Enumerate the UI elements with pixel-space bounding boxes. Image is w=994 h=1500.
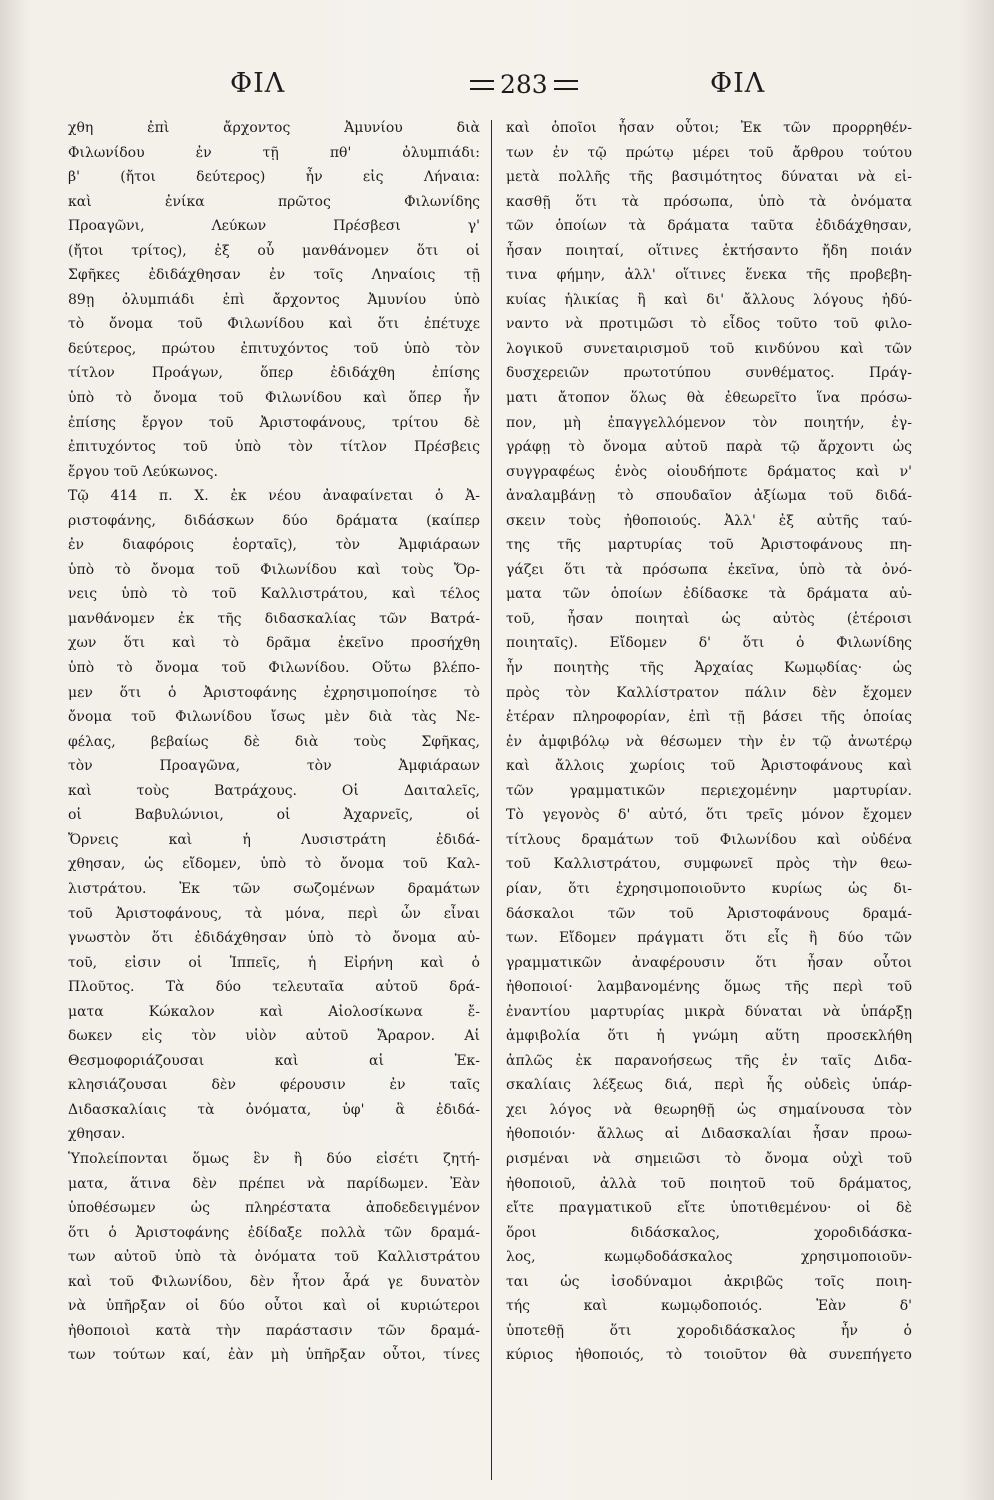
left-column xyxy=(68,116,480,1368)
text-line: συγγραφέως ἑνὸς οἱουδήποτε δράματος καὶ ν' xyxy=(506,463,912,480)
text-line: ὑπὸ τὸ ὄνομα τοῦ Φιλωνίδου. Οὕτω βλέπο- xyxy=(68,660,480,677)
text-line: εἴτε πραγματικοῦ εἴτε ὑποτιθεμένου· οἱ δὲ xyxy=(506,1200,912,1217)
text-line: πρὸς τὸν Καλλίστρατον πάλιν δὲν ἔχομεν xyxy=(506,684,912,701)
text-line: (ἤτοι τρίτος), ἐξ οὗ μανθάνομεν ὅτι οἱ xyxy=(68,242,480,259)
text-line: ὑπὸ τὸ ὄνομα τοῦ Φιλωνίδου καὶ τοὺς Ὄρ- xyxy=(68,561,480,578)
text-line: ναντο νὰ προτιμῶσι τὸ εἶδος τοῦτο τοῦ φιλο- xyxy=(506,316,912,333)
ornament-dash-left xyxy=(470,80,494,90)
text-line: χθη ἐπὶ ἄρχοντος Ἀμυνίου διὰ xyxy=(68,120,480,136)
text-line: Θεσμοφοριάζουσαι καὶ αἱ Ἐκ- xyxy=(68,1052,480,1069)
text-line: γνωστὸν ὅτι ἐδιδάχθησαν ὑπὸ τὸ ὄνομα αὐ- xyxy=(68,930,480,947)
text-line: ἐναντίου μαρτυρίας μικρὰ δύναται νὰ ὑπάρξῃ xyxy=(506,1003,912,1020)
text-line: Σφῆκες ἐδιδάχθησαν ἐν τοῖς Ληναίοις τῇ xyxy=(68,267,480,284)
text-line: ματα τῶν ὁποίων ἐδίδασκε τὰ δράματα αὐ- xyxy=(506,586,912,603)
ornament-dash-right xyxy=(554,80,578,90)
text-line: νεις ὑπὸ τὸ τοῦ Καλλιστράτου, καὶ τέλος xyxy=(68,586,480,603)
text-line: κασθῇ ὅτι τὰ πρόσωπα, ὑπὸ τὰ ὀνόματα xyxy=(506,193,912,210)
text-line: ἦν ποιητὴς τῆς Ἀρχαίας Κωμῳδίας· ὡς xyxy=(506,660,912,677)
text-line: τίτλους δραμάτων τοῦ Φιλωνίδου καὶ οὐδένα xyxy=(506,831,912,848)
text-line: δυσχερειῶν πρωτοτύπου συνθέματος. Πράγ- xyxy=(506,365,912,382)
text-line: μεν ὅτι ὁ Ἀριστοφάνης ἐχρησιμοποίησε τὸ xyxy=(68,684,480,701)
text-line: ται ὡς ἰσοδύναμοι ἀκριβῶς τοῖς ποιη- xyxy=(506,1273,912,1290)
text-line: ρισμέναι νὰ σημειῶσι τὸ ὄνομα οὐχὶ τοῦ xyxy=(506,1150,912,1167)
text-line: ἐν διαφόροις ἑορταῖς), τὸν Ἀμφιάραων xyxy=(68,537,480,554)
text-line: δεύτερος, πρώτου ἐπιτυχόντος τοῦ ὑπὸ τὸν xyxy=(68,340,480,357)
text-line: δάσκαλοι τῶν τοῦ Ἀριστοφάνους δραμά- xyxy=(506,905,912,922)
text-line: ὑποτεθῇ ὅτι χοροδιδάσκαλος ἦν ὁ xyxy=(506,1322,912,1339)
text-line: ματι ἄτοπον ὅλως θὰ ἐθεωρεῖτο ἵνα πρόσω- xyxy=(506,390,912,407)
text-line: χει λόγος νὰ θεωρηθῇ ὡς σημαίνουσα τὸν xyxy=(506,1101,912,1118)
text-line: καὶ τοῦ Φιλωνίδου, δὲν ἦτον ἆρά γε δυνατὸν xyxy=(68,1273,480,1290)
text-line: Προαγῶνι, Λεύκων Πρέσβεσι γ' xyxy=(68,218,480,235)
text-line: β' (ἤτοι δεύτερος) ἦν εἰς Λήναια: xyxy=(68,169,480,186)
text-line: ὄνομα τοῦ Φιλωνίδου ἴσως μὲν διὰ τὰς Νε- xyxy=(68,709,480,726)
text-line: τοῦ, ἦσαν ποιηταὶ ὡς αὐτὸς (ἑτέροισι xyxy=(506,610,912,627)
text-line: τὸν Προαγῶνα, τὸν Ἀμφιάραων xyxy=(68,758,480,775)
text-line: τοῦ, εἰσιν οἱ Ἱππεῖς, ἡ Εἰρήνη καὶ ὁ xyxy=(68,954,480,971)
text-line: τοῦ Καλλιστράτου, συμφωνεῖ πρὸς τὴν θεω- xyxy=(506,856,912,873)
text-line: ποιηταῖς). Εἴδομεν δ' ὅτι ὁ Φιλωνίδης xyxy=(506,635,912,652)
text-line: τῶν γραμματικῶν περιεχομένην μαρτυρίαν. xyxy=(506,782,912,799)
text-line: τίτλον Προάγων, ὅπερ ἐδιδάχθη ἐπίσης xyxy=(68,365,480,382)
text-line: λιστράτου. Ἐκ τῶν σωζομένων δραμάτων xyxy=(68,880,480,897)
text-line: ματα Κώκαλον καὶ Αἰολοσίκωνα ἔ- xyxy=(68,1003,480,1020)
text-line: τινα φήμην, ἀλλ' οἵτινες ἕνεκα τῆς προβεβη- xyxy=(506,267,912,284)
text-line: ἠθοποιοῦ, ἀλλὰ τοῦ ποιητοῦ τοῦ δράματος, xyxy=(506,1175,912,1192)
text-line: ὅτι ὁ Ἀριστοφάνης ἐδίδαξε πολλὰ τῶν δραμά- xyxy=(68,1224,480,1241)
text-line: ἠθοποιόν· ἄλλως αἱ Διδασκαλίαι ἦσαν προω- xyxy=(506,1126,912,1143)
text-line: ἑτέραν πληροφορίαν, ἐπὶ τῇ βάσει τῆς ὁποίας xyxy=(506,709,912,726)
text-line: τοῦ Ἀριστοφάνους, τὰ μόνα, περὶ ὧν εἶναι xyxy=(68,905,480,922)
text-line: ἠθοποιοὶ κατὰ τὴν παράστασιν τῶν δραμά- xyxy=(68,1322,480,1339)
text-line: μετὰ πολλῆς τῆς βασιμότητος δύναται νὰ εἰ- xyxy=(506,169,912,186)
text-line: δωκεν εἰς τὸν υἱὸν αὐτοῦ Ἄραρον. Αἱ xyxy=(68,1028,480,1045)
text-line: τὸ ὄνομα τοῦ Φιλωνίδου καὶ ὅτι ἐπέτυχε xyxy=(68,316,480,333)
text-line: ἔργου τοῦ Λεύκωνος. xyxy=(68,463,218,480)
text-line: κύριος ἠθοποιός, τὸ τοιοῦτον θὰ συνεπήγετο xyxy=(506,1347,912,1364)
text-line: λογικοῦ συνεταιρισμοῦ τοῦ κινδύνου καὶ τῶν xyxy=(506,340,912,357)
text-line: ἐν ἀμφιβόλῳ νὰ θέσωμεν τὴν ἐν τῷ ἀνωτέρῳ xyxy=(506,733,912,750)
text-line: φέλας, βεβαίως δὲ διὰ τοὺς Σφῆκας, xyxy=(68,733,480,750)
text-line: γράφῃ τὸ ὄνομα αὐτοῦ παρὰ τῷ ἄρχοντι ὡς xyxy=(506,439,912,456)
text-line: ρίαν, ὅτι ἐχρησιμοποιοῦντο κυρίως ὡς δι- xyxy=(506,880,912,897)
text-line: των. Εἴδομεν πράγματι ὅτι εἷς ἢ δύο τῶν xyxy=(506,930,912,947)
text-line: ριστοφάνης, διδάσκων δύο δράματα (καίπερ xyxy=(68,512,480,529)
text-line: κλησιάζουσαι δὲν φέρουσιν ἐν ταῖς xyxy=(68,1077,480,1094)
right-column xyxy=(506,116,912,1368)
text-line: καὶ ἄλλοις χωρίοις τοῦ Ἀριστοφάνους καὶ xyxy=(506,758,912,775)
text-line: καὶ ὁποῖοι ἦσαν οὗτοι; Ἐκ τῶν προρρηθέν- xyxy=(506,120,912,136)
text-line: Φιλωνίδου ἐν τῇ πθ' ὀλυμπιάδι: xyxy=(68,144,480,161)
text-line: των αὐτοῦ ὑπὸ τὰ ὀνόματα τοῦ Καλλιστράτου xyxy=(68,1249,480,1266)
text-line: ἀμφιβολία ὅτι ἡ γνώμη αὕτη προσεκλήθη xyxy=(506,1028,912,1045)
text-line: ὅροι διδάσκαλος, χοροδιδάσκα- xyxy=(506,1224,912,1241)
text-line: χων ὅτι καὶ τὸ δρᾶμα ἐκεῖνο προσήχθη xyxy=(68,635,480,652)
text-line: οἱ Βαβυλώνιοι, οἱ Ἀχαρνεῖς, οἱ xyxy=(68,807,480,824)
text-line: ἠθοποιοί· λαμβανομένης ὅμως τῆς περὶ τοῦ xyxy=(506,979,912,996)
text-line: της τῆς μαρτυρίας τοῦ Ἀριστοφάνους πη- xyxy=(506,537,912,554)
text-line: χθησαν, ὡς εἴδομεν, ὑπὸ τὸ ὄνομα τοῦ Καλ- xyxy=(68,856,480,873)
column-divider xyxy=(491,120,492,1480)
text-line: Ὑπολείπονται ὅμως ἓν ἢ δύο εἰσέτι ζητή- xyxy=(68,1150,480,1167)
text-line: σκαλίαις λέξεως διά, περὶ ἧς οὐδεὶς ὑπάρ- xyxy=(506,1077,912,1094)
text-line: τῶν ὁποίων τὰ δράματα ταῦτα ἐδιδάχθησαν, xyxy=(506,218,912,235)
running-header xyxy=(60,68,940,108)
text-line: Πλοῦτος. Τὰ δύο τελευταῖα αὐτοῦ δρά- xyxy=(68,979,480,996)
text-line: γραμματικῶν ἀναφέρουσιν ὅτι ἦσαν οὗτοι xyxy=(506,954,912,971)
text-line: ὑποθέσωμεν ὡς πληρέστατα ἀποδεδειγμένον xyxy=(68,1200,480,1217)
text-line: ματα, ἅτινα δὲν πρέπει νὰ παρίδωμεν. Ἐὰν xyxy=(68,1175,480,1192)
text-line: Τῷ 414 π. Χ. ἐκ νέου ἀναφαίνεται ὁ Ἀ- xyxy=(68,488,480,505)
text-line: ἐπιτυχόντος τοῦ ὑπὸ τὸν τίτλον Πρέσβεις xyxy=(68,439,480,456)
header-right-title: ΦΙΛ xyxy=(710,68,766,99)
text-line: ὑπὸ τὸ ὄνομα τοῦ Φιλωνίδου καὶ ὅπερ ἦν xyxy=(68,390,480,407)
text-line: χθησαν. xyxy=(68,1126,126,1143)
text-line: καὶ τοὺς Βατράχους. Οἱ Δαιταλεῖς, xyxy=(68,782,480,799)
text-line: μανθάνομεν ἐκ τῆς διδασκαλίας τῶν Βατρά- xyxy=(68,610,480,627)
header-left-title: ΦΙΛ xyxy=(230,68,286,99)
text-line: των τούτων καί, ἐὰν μὴ ὑπῆρξαν οὗτοι, τίνες xyxy=(68,1347,480,1364)
page-number-block xyxy=(470,70,578,99)
text-line: ἁπλῶς ἐκ παρανοήσεως τῆς ἐν ταῖς Διδα- xyxy=(506,1052,912,1069)
page-number: 283 xyxy=(500,70,548,99)
text-line: ἀναλαμβάνῃ τὸ σπουδαῖον ἀξίωμα τοῦ διδά- xyxy=(506,488,912,505)
text-line: των ἐν τῷ πρώτῳ μέρει τοῦ ἄρθρου τούτου xyxy=(506,144,912,161)
text-line: κυίας ἡλικίας ἢ καὶ δι' ἄλλους λόγους ἠδύ- xyxy=(506,291,912,308)
text-line: ἦσαν ποιηταί, οἵτινες ἐκτήσαντο ἤδη ποιάν xyxy=(506,242,912,259)
text-line: Διδασκαλίαις τὰ ὀνόματα, ὑφ' ἃ ἐδιδά- xyxy=(68,1101,480,1118)
text-line: γάζει ὅτι τὰ πρόσωπα ἐκεῖνα, ὑπὸ τὰ ὀνό- xyxy=(506,561,912,578)
text-line: Τὸ γεγονὸς δ' αὐτό, ὅτι τρεῖς μόνον ἔχομεν xyxy=(506,807,912,824)
text-line: 89ῃ ὀλυμπιάδι ἐπὶ ἄρχοντος Ἀμυνίου ὑπὸ xyxy=(68,291,480,308)
text-line: νὰ ὑπῆρξαν οἱ δύο οὗτοι καὶ οἱ κυριώτεροι xyxy=(68,1298,480,1315)
text-line: καὶ ἐνίκα πρῶτος Φιλωνίδης xyxy=(68,193,480,210)
text-line: σκειν τοὺς ἠθοποιούς. Ἀλλ' ἐξ αὐτῆς ταύ- xyxy=(506,512,912,529)
text-line: πον, μὴ ἐπαγγελλόμενον τὸν ποιητήν, ἐγ- xyxy=(506,414,912,431)
text-line: λος, κωμῳδοδάσκαλος χρησιμοποιοῦν- xyxy=(506,1249,912,1266)
text-line: ἐπίσης ἔργον τοῦ Ἀριστοφάνους, τρίτου δὲ xyxy=(68,414,480,431)
text-line: Ὄρνεις καὶ ἡ Λυσιστράτη ἐδιδά- xyxy=(68,831,480,848)
text-line: τής καὶ κωμῳδοποιός. Ἐὰν δ' xyxy=(506,1298,912,1315)
